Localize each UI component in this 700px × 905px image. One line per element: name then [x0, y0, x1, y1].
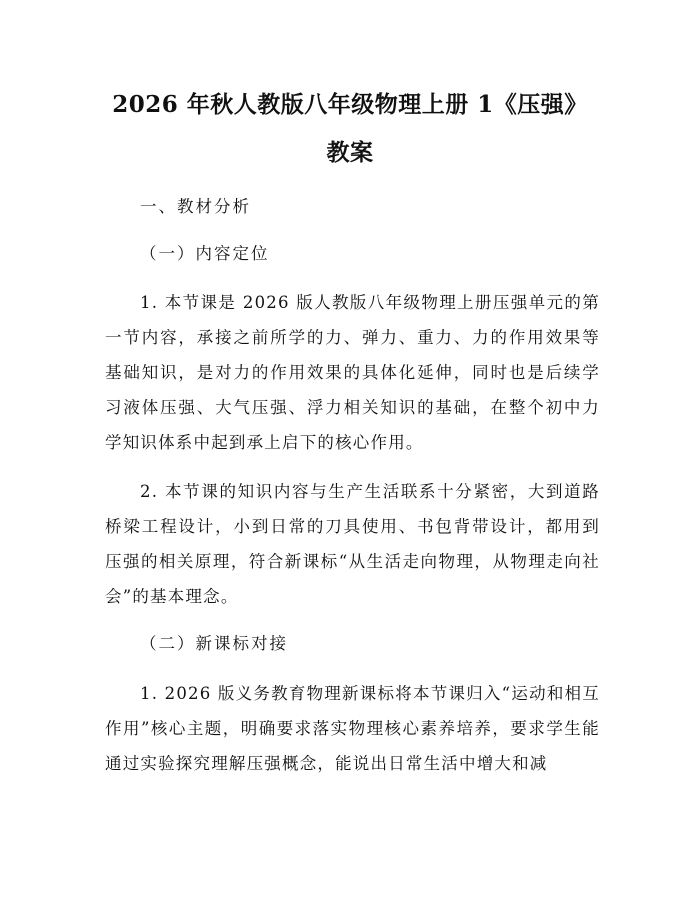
paragraph-new-curriculum-1: 1. 2026 版义务教育物理新课标将本节课归入“运动和相互作用”核心主题，明确要求落实物理核心素养培养，要求学生能通过实验探究理解压强概念，能说出日常生活中增大和减 — [105, 684, 600, 773]
paragraph-content-positioning-1: 1. 本节课是 2026 版人教版八年级物理上册压强单元的第一节内容，承接之前所学的力、弹力、重力、力的作用效果等基础知识，是对力的作用效果的具体化延伸，同时也是后续学习液体压强、大气压强、浮力相关知识的基础，在整个初中力学知识体系中起到承上启下的核心作用。 — [105, 293, 600, 452]
subsection-heading-content-positioning: （一）内容定位 — [140, 244, 270, 263]
section-heading-teaching-material-analysis: 一、教材分析 — [140, 197, 251, 216]
document-title-line-1: 2026 年秋人教版八年级物理上册 1《压强》 — [112, 91, 588, 118]
subsection-heading-new-curriculum: （二）新课标对接 — [140, 634, 288, 653]
document-title-line-2: 教案 — [326, 139, 374, 166]
paragraph-content-positioning-2: 2. 本节课的知识内容与生产生活联系十分紧密，大到道路桥梁工程设计，小到日常的刀具使用、书包背带设计，都用到压强的相关原理，符合新课标“从生活走向物理，从物理走向社会”的基本理念。 — [105, 482, 600, 606]
